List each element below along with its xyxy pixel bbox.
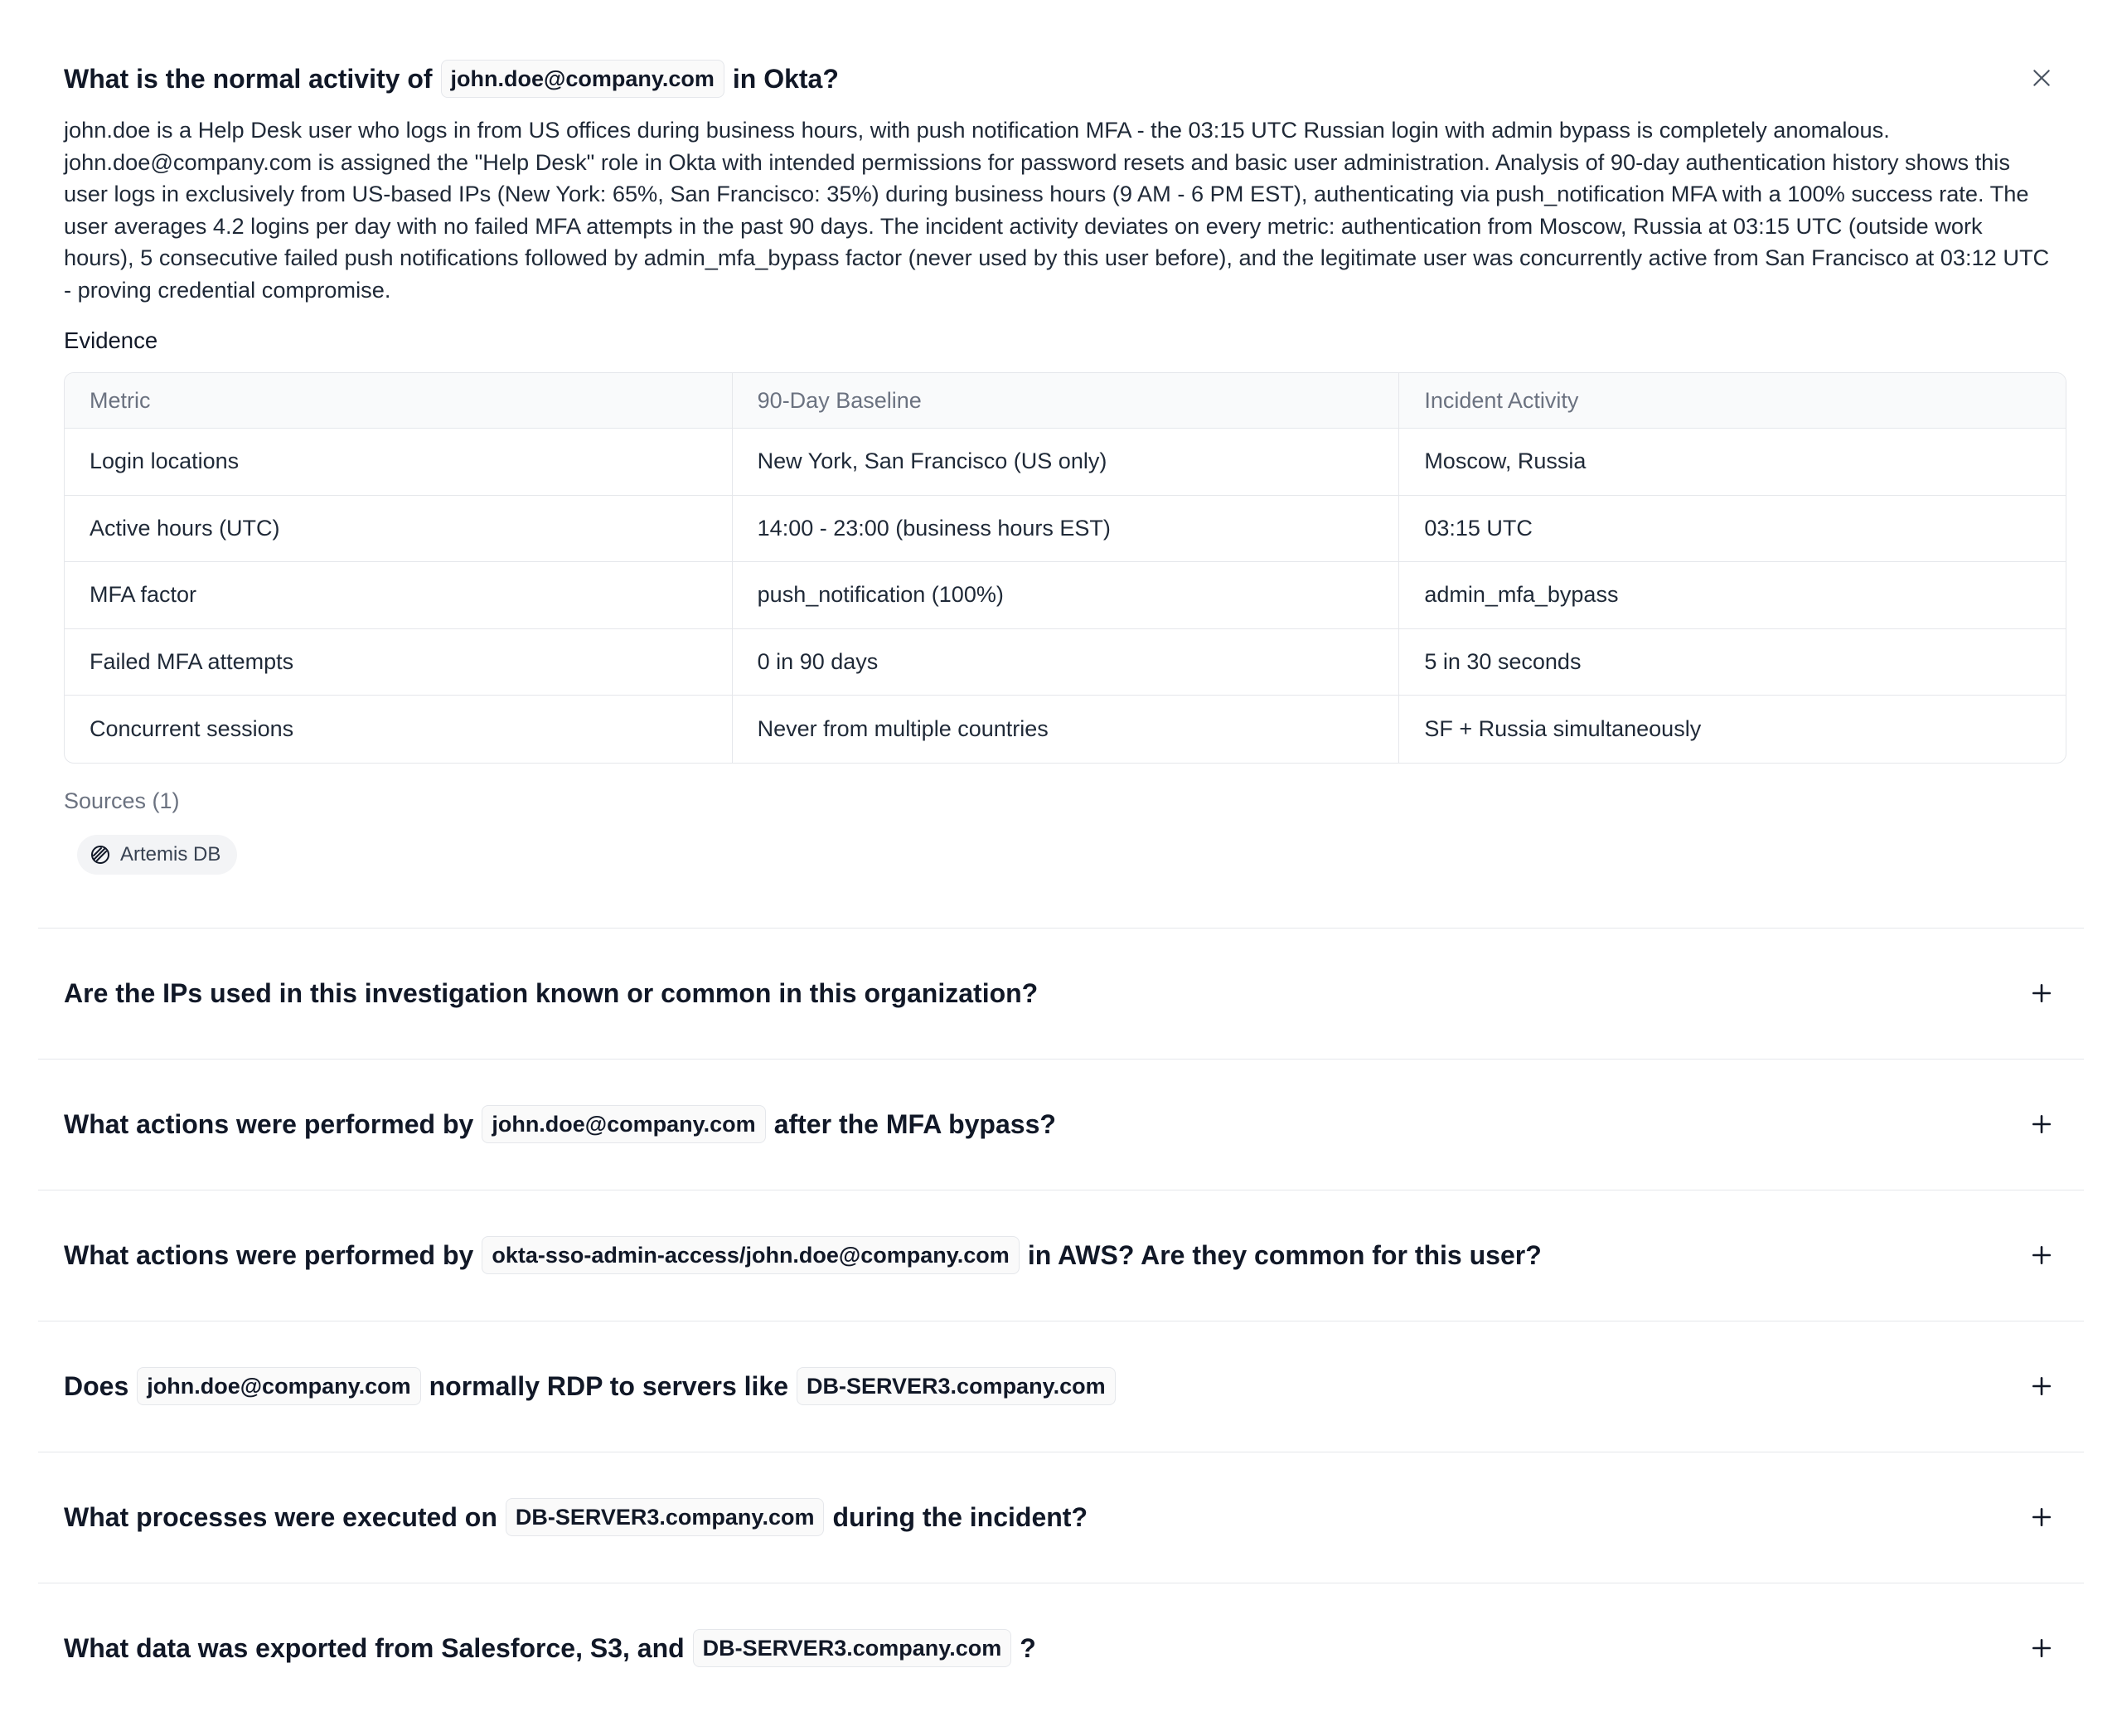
question-text: in Okta? — [732, 64, 839, 94]
table-cell: Active hours (UTC) — [65, 496, 732, 563]
question-text: after the MFA bypass? — [773, 1109, 1056, 1139]
source-label: Artemis DB — [120, 842, 221, 866]
question-text: What is the normal activity of — [64, 64, 433, 94]
source-chip-artemis-db[interactable] — [77, 835, 237, 875]
artemis-logo-icon — [90, 845, 110, 865]
table-header-row — [65, 373, 2066, 429]
plus-icon — [2031, 1244, 2052, 1266]
question-title — [64, 1233, 1542, 1278]
answer-text: john.doe is a Help Desk user who logs in from US offices during business hours, with push notification MFA - the 03:15 UTC Russian login with admin bypass is completely anomalous. john.doe@company.com is assigned the "Help Desk" role in Okta with intended permissions for password resets and basic user administration. Analysis of 90-day authentication history shows this user logs in exclusively from US-based IPs (New York: 65%, San Francisco: 35%) during business hours (9 AM - 6 PM EST), authenticating via push_notification MFA with a 100% success rate. The user averages 4.2 logins per day with no failed MFA attempts in the past 90 days. The incident activity deviates on every metric: authentication from Moscow, Russia at 03:15 UTC (outside work hours), 5 consecutive failed push notifications followed by admin_mfa_bypass factor (never used by this user before), and the legitimate user was concurrently active from San Francisco at 03:12 UTC - proving credential compromise. — [64, 117, 2050, 303]
table-cell: 5 in 30 seconds — [1398, 629, 2066, 696]
column-header: 90-Day Baseline — [732, 373, 1399, 429]
entity-chip[interactable]: DB-SERVER3.company.com — [506, 1498, 825, 1536]
question-title — [64, 1626, 1036, 1671]
table-row — [65, 562, 2066, 629]
table-row — [65, 696, 2066, 763]
entity-chip[interactable]: john.doe@company.com — [137, 1367, 420, 1405]
expand-button[interactable] — [2025, 977, 2058, 1010]
question-text: What actions were performed by — [64, 1109, 474, 1139]
entity-chip[interactable]: DB-SERVER3.company.com — [797, 1367, 1116, 1405]
qa-item-collapsed[interactable] — [38, 928, 2084, 1059]
table-cell: 0 in 90 days — [732, 629, 1399, 696]
qa-item-collapsed[interactable] — [38, 1452, 2084, 1583]
qa-item-collapsed[interactable] — [38, 1190, 2084, 1321]
question-title — [64, 1495, 1088, 1540]
table-row — [65, 496, 2066, 563]
table-cell: Moscow, Russia — [1398, 429, 2066, 496]
qa-item-collapsed[interactable] — [38, 1321, 2084, 1452]
table-cell: 03:15 UTC — [1398, 496, 2066, 563]
column-header: Metric — [65, 373, 732, 429]
evidence-table — [64, 372, 2066, 764]
table-cell: push_notification (100%) — [732, 562, 1399, 629]
question-title — [64, 56, 2058, 101]
table-cell: 14:00 - 23:00 (business hours EST) — [732, 496, 1399, 563]
expand-button[interactable] — [2025, 1108, 2058, 1141]
question-title — [64, 1364, 1124, 1409]
plus-icon — [2031, 1113, 2052, 1135]
expand-button[interactable] — [2025, 1239, 2058, 1272]
table-row — [65, 429, 2066, 496]
evidence-heading: Evidence — [64, 327, 158, 353]
table-cell: Concurrent sessions — [90, 715, 294, 741]
entity-chip[interactable]: john.doe@company.com — [441, 60, 724, 98]
plus-icon — [2031, 982, 2052, 1004]
qa-item-collapsed[interactable] — [38, 1583, 2084, 1714]
question-title — [64, 971, 1038, 1016]
table-cell: MFA factor — [65, 562, 732, 629]
question-text: normally RDP to servers like — [429, 1371, 788, 1401]
qa-item-collapsed[interactable] — [38, 1059, 2084, 1190]
question-text: What processes were executed on — [64, 1502, 497, 1532]
qa-item-expanded — [38, 0, 2084, 875]
question-text: in AWS? Are they common for this user? — [1027, 1240, 1542, 1270]
entity-chip[interactable]: john.doe@company.com — [482, 1105, 765, 1143]
close-icon — [2031, 67, 2052, 89]
table-cell: admin_mfa_bypass — [1398, 562, 2066, 629]
question-title — [64, 1102, 1056, 1147]
expand-button[interactable] — [2025, 1501, 2058, 1534]
table-cell: SF + Russia simultaneously — [1398, 696, 2066, 763]
sources-heading: Sources (1) — [64, 788, 180, 813]
table-cell: New York, San Francisco (US only) — [732, 429, 1399, 496]
entity-chip[interactable]: okta-sso-admin-access/john.doe@company.com — [482, 1236, 1019, 1274]
expand-button[interactable] — [2025, 1370, 2058, 1403]
table-row — [65, 629, 2066, 696]
question-text: Does — [64, 1371, 129, 1401]
question-text: during the incident? — [832, 1502, 1088, 1532]
plus-icon — [2031, 1637, 2052, 1659]
question-text: Are the IPs used in this investigation known or common in this organization? — [64, 978, 1039, 1008]
plus-icon — [2031, 1506, 2052, 1528]
table-cell: Never from multiple countries — [732, 696, 1399, 763]
close-button[interactable] — [2025, 61, 2058, 95]
question-text: What actions were performed by — [64, 1240, 474, 1270]
expand-button[interactable] — [2025, 1632, 2058, 1665]
table-cell: Login locations — [65, 429, 732, 496]
plus-icon — [2031, 1375, 2052, 1397]
question-text: What data was exported from Salesforce, S3, and — [64, 1633, 685, 1663]
table-cell: Failed MFA attempts — [65, 629, 732, 696]
column-header: Incident Activity — [1398, 373, 2066, 429]
question-text: ? — [1020, 1633, 1036, 1663]
entity-chip[interactable]: DB-SERVER3.company.com — [693, 1629, 1012, 1667]
